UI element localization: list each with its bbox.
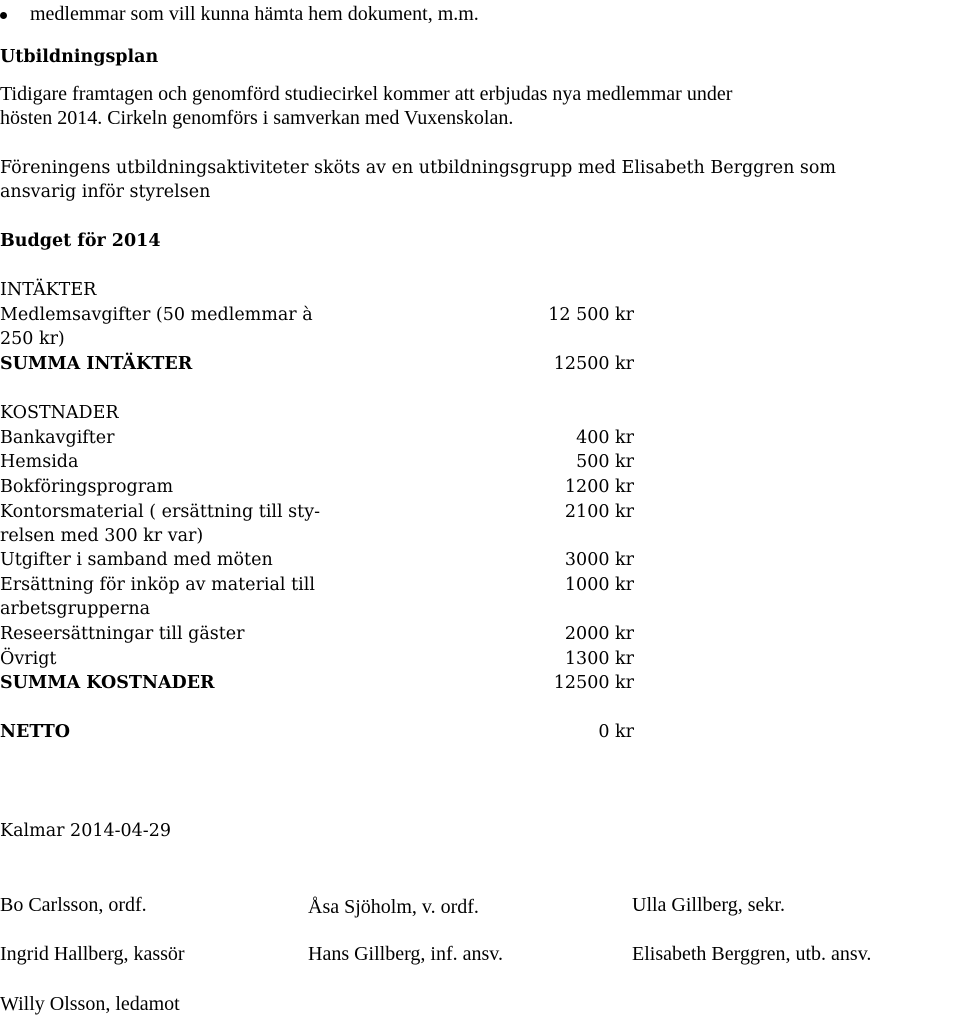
cost-item-amount: 2000 kr [564,624,634,644]
cost-item-label: Övrigt [0,649,57,669]
cost-item-label-line-2: arbetsgrupperna [0,599,151,619]
income-total-label: SUMMA INTÄKTER [0,354,193,374]
cost-item-label-line-2: relsen med 300 kr var) [0,526,204,546]
signature-name: Willy Olsson, ledamot [0,993,180,1015]
cost-item-amount: 1200 kr [564,477,634,497]
bullet-item [0,2,479,26]
cost-item-amount: 3000 kr [564,550,634,570]
income-total-amount: 12500 kr [553,354,634,374]
cost-item-label-line-1: Kontorsmaterial ( ersättning till sty- [0,502,320,522]
cost-item-amount: 400 kr [576,428,634,448]
signature-name: Åsa Sjöholm, v. ordf. [308,896,479,918]
income-heading: INTÄKTER [0,280,97,300]
paragraph-2-line-2: ansvarig inför styrelsen [0,182,211,202]
signature-name: Bo Carlsson, ordf. [0,894,147,916]
signature-name: Ingrid Hallberg, kassör [0,943,185,965]
net-label: NETTO [0,722,70,742]
cost-item-amount: 500 kr [576,452,634,472]
income-item-label-line-2: 250 kr) [0,329,65,349]
cost-item-label: Bokföringsprogram [0,477,174,497]
section-heading-budget: Budget för 2014 [0,231,161,251]
bullet-icon [0,12,7,19]
section-heading-utbildningsplan: Utbildningsplan [0,47,159,67]
income-item-amount: 12 500 kr [548,305,634,325]
income-item-label-line-1: Medlemsavgifter (50 medlemmar à [0,305,313,325]
cost-item-amount: 1000 kr [564,575,634,595]
cost-item-label-line-1: Ersättning för inköp av material till [0,575,315,595]
cost-heading: KOSTNADER [0,403,119,423]
cost-item-amount: 2100 kr [564,502,634,522]
cost-item-label: Bankavgifter [0,428,115,448]
paragraph-2-line-1: Föreningens utbildningsaktiviteter sköts av en utbildningsgrupp med Elisabeth Berggren som [0,158,837,178]
cost-total-amount: 12500 kr [553,673,634,693]
place-date: Kalmar 2014-04-29 [0,821,171,841]
signature-name: Elisabeth Berggren, utb. ansv. [632,943,872,965]
cost-item-amount: 1300 kr [564,649,634,669]
signature-name: Hans Gillberg, inf. ansv. [308,943,503,965]
paragraph-1-line-2: hösten 2014. Cirkeln genomförs i samverkan med Vuxenskolan. [0,107,514,129]
cost-item-label: Reseersättningar till gäster [0,624,245,644]
paragraph-1-line-1: Tidigare framtagen och genomförd studiecirkel kommer att erbjudas nya medlemmar under [0,83,733,105]
cost-item-label: Utgifter i samband med möten [0,550,273,570]
cost-total-label: SUMMA KOSTNADER [0,673,215,693]
signature-name: Ulla Gillberg, sekr. [632,894,785,916]
net-amount: 0 kr [598,722,634,742]
cost-item-label: Hemsida [0,452,79,472]
bullet-text: medlemmar som vill kunna hämta hem dokument, m.m. [30,3,479,25]
